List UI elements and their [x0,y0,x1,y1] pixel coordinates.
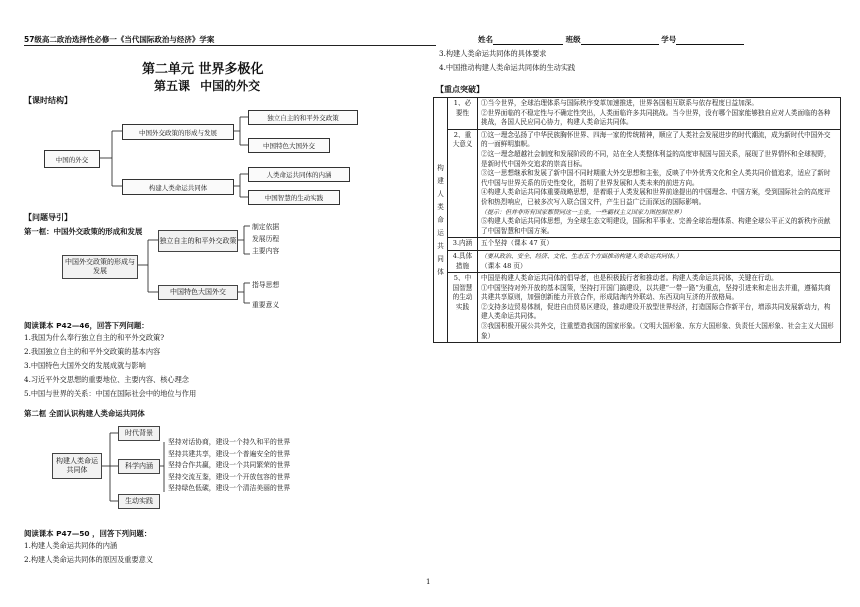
row-content-measures: （要从政治、安全、经济、文化、生态五个方面推动构建人类命运共同体。） （课本 48 页） [478,250,841,272]
structure-leaf-peace-policy: 独立自主的和平外交政策 [248,110,358,125]
questions-list-2a [24,541,153,565]
table-row [434,273,841,343]
structure-root-box: 中国的外交 [44,150,100,168]
diagram2-practice-box: 生动实践 [118,494,160,509]
diagram1-mid2-box: 中国特色大国外交 [158,285,238,300]
row-content-significance: ①这一理念弘扬了中华民族胸怀世界、四海一家的传统精神，顺应了人类社会发展进步的时代潮流，成为新时代中国外交的一面鲜明旗帜。 ②这一理念超越社会制度和发展阶段的不同，站在全人类整体利益的高度审视国与国关系，展现了世界情怀和全球视野，是新时代中国外交追求的崇高目标。 ③这一思想继承和发展了新中国不同时期重大外交思想和主张，反映了中外优秀文化和全人类共同价值追求，适应了新时代中国与世界关系的历史性变化，指明了世界发展和人类未来的前进方向。 ④构建人类命运共同体重要战略思想，是着眼于人类发展和世界前途提出的中国理念、中国方案，受到国际社会的高度评价和热烈响应，已被多次写入联合国文件，产生日益广泛而深远的国际影响。 （提示：但并非所有国家都赞同这一主张，一些霸权主义国家力图控制世界） ⑤构建人类命运共同体思想，为全球生态文明建设，国际和平事业、完善全球治理体系、构建全球公平正义的新秩序贡献了中国智慧和中国方案。 [478,129,841,238]
diagram2-background-box: 时代背景 [118,426,160,441]
lesson-title: 第五课 中国的外交 [154,79,261,93]
key-points-table [433,97,841,343]
structure-leaf-practice: 中国智慧的生动实践 [248,190,340,205]
structure-branch1-box: 中国外交政策的形成与发展 [122,124,234,140]
structure-leaf-connotation: 人类命运共同体的内涵 [248,167,350,182]
structure-branch2-box: 构建人类命运共同体 [122,179,234,195]
questions-list-1 [24,333,424,399]
diagram2-connotation-box: 科学内涵 [118,459,160,474]
diagram1-leaf-guiding-thought: 指导思想 [252,281,280,289]
question-item: 2.构建人类命运共同体的原因及重要意义 [24,555,154,564]
side-label-cell: 构 建 人 类 命 运 共 同 体 [434,98,448,343]
table-row [434,98,841,130]
table-row [434,238,841,251]
diagram1-mid1-box: 独立自主的和平外交政策 [158,230,238,252]
question-item: 1.构建人类命运共同体的内涵 [24,541,118,550]
guide-heading: 【问题导引】 [24,213,72,222]
table-row [434,129,841,238]
read1-instruction: 阅读课本 P42—46，回答下列问题： [24,321,149,330]
diagram2-item: 坚持对话协商，建设一个持久和平的世界 [168,438,291,446]
page-number: 1 [426,578,431,586]
key-points-heading: 【重点突破】 [436,85,484,94]
diagram1-leaf-content: 主要内容 [252,247,280,255]
row-label-significance: 2、重大意义 [448,129,478,238]
question-item: 4.中国推动构建人类命运共同体的生动实践 [439,63,576,72]
read2-instruction: 阅读课本 P47—50 ，回答下列问题： [24,529,152,538]
structure-leaf-major-country: 中国特色大国外交 [248,138,330,153]
row-label-connotation: 3.内涵 [448,238,478,251]
question-item: 2.我国独立自主的和平外交政策的基本内容 [24,347,161,356]
unit-title: 第二单元 世界多极化 [142,62,264,77]
row-label-necessity: 1、必要性 [448,98,478,130]
row-label-practice: 5、中国智慧的生动实践 [448,273,478,343]
question-item: 5.中国与世界的关系：中国在国际社会中的地位与作用 [24,389,197,398]
row-label-measures: 4.具体措施 [448,250,478,272]
question-item: 1.我国为什么奉行独立自主的和平外交政策? [24,333,165,342]
question-item: 4.习近平外交思想的重要地位、主要内容、核心理念 [24,375,189,384]
questions-list-2b [439,49,575,73]
hint-note: （提示：但并非所有国家都赞同这一主张，一些霸权主义国家力图控制世界） [481,208,686,216]
class-label: 班级 [565,35,581,44]
row-content-practice: 中国是构建人类命运共同体的倡导者，也是积极践行者和推动者。构建人类命运共同体，关键在行动。 ①中国坚持对外开放的基本国策，坚持打开国门搞建设，以共建“一带一路”为重点，坚持引进来和走出去并重，遵循共商共建共享原则，加强创新能力开放合作，形成陆海内外联动、东西双向互济的开放格局。 ②支持多边贸易体制，促进自由贸易区建设，推动建设开放型世界经济，打造国际合作新平台，增添共同发展新动力，构建人类命运共同体。 ③我国积极开展公共外交，注重塑造我国的国家形象。（文明大国形象、东方大国形象、负责任大国形象、社会主义大国形象） [478,273,841,343]
name-label: 姓名 [478,35,493,44]
diagram1-leaf-history: 发展历程 [252,235,280,243]
diagram2-items [168,437,290,495]
section2-title: 第二框 全面认识构建人类命运共同体 [24,409,145,418]
diagram2-root-box: 构建人类命运共同体 [52,453,102,479]
question-item: 3.构建人类命运共同体的具体要求 [439,49,547,58]
diagram2-item: 坚持绿色低碳，建设一个清洁美丽的世界 [168,484,291,492]
document-header-title: 57级高二政治选择性必修一《当代国际政治与经济》学案 [24,35,215,44]
structure-heading: 【课时结构】 [24,96,72,105]
diagram1-leaf-basis: 制定依据 [252,223,280,231]
diagram1-leaf-significance: 重要意义 [252,301,280,309]
diagram2-item: 坚持共建共享，建设一个普遍安全的世界 [168,449,291,458]
diagram2-item: 坚持交流互鉴，建设一个开放包容的世界 [168,472,291,481]
diagram1-root-box: 中国外交政策的形成与发展 [62,255,138,279]
section1-title: 第一框：中国外交政策的形成和发展 [24,227,143,236]
question-item: 3.中国特色大国外交的发展成就与影响 [24,361,146,370]
row-content-connotation: 五个坚持（课本 47 页） [478,238,841,251]
id-label: 学号 [661,35,677,44]
row-content-necessity: ①当今世界，全球治理体系与国际秩序变革加速推进，世界各国相互联系与依存程度日益加深。 ②世界面临的不稳定性与不确定性突出，人类面临许多共同挑战。当今世界，没有哪个国家能够独自应对人类面临的各种挑战，各国人民应同心协力，构建人类命运共同体。 [478,98,841,130]
table-row [434,250,841,272]
diagram2-item: 坚持合作共赢，建设一个共同繁荣的世界 [168,461,291,469]
